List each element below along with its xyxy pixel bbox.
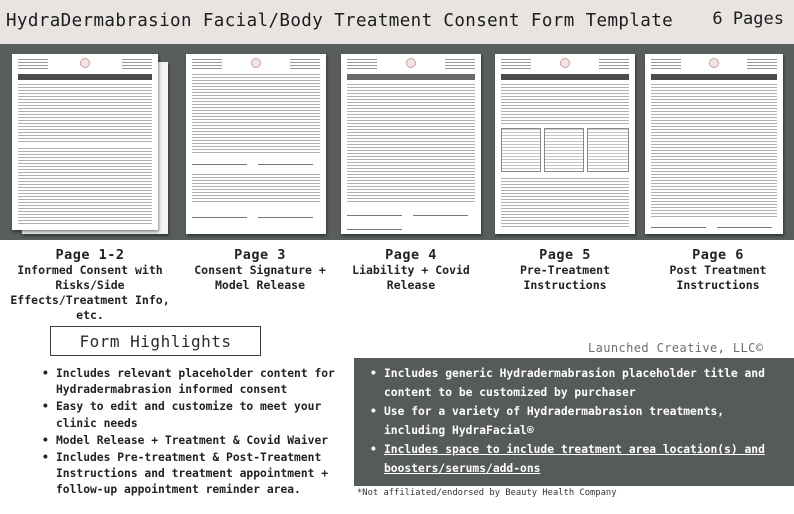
page-label-1-2: Page 1-2 Informed Consent with Risks/Side Effects/Treatment Info, etc. <box>10 247 170 322</box>
title-band <box>0 0 794 44</box>
page-label-4: Page 4 Liability + Covid Release <box>352 247 470 292</box>
logo-icon <box>251 58 261 68</box>
list-item: • Includes space to include treatment area location(s) and boosters/serums/add-ons <box>368 440 788 478</box>
pages-count: 6 Pages <box>712 9 784 29</box>
list-item: • Use for a variety of Hydradermabrasion treatments, including HydraFacial® <box>368 402 788 440</box>
preview-page-1 <box>12 54 158 230</box>
disclaimer: *Not affiliated/endorsed by Beauty Health Company <box>357 488 617 498</box>
logo-icon <box>560 58 570 68</box>
list-item: • Includes relevant placeholder content for Hydradermabrasion informed consent <box>40 366 350 398</box>
logo-icon <box>406 58 416 68</box>
preview-page-3 <box>186 54 326 234</box>
preview-page-5 <box>495 54 635 234</box>
list-item: • Includes Pre-treatment & Post-Treatment Instructions and treatment appointment + follow-up appointment reminder area. <box>40 450 350 499</box>
page-label-6: Page 6 Post Treatment Instructions <box>669 247 767 292</box>
highlights-right-list <box>368 364 788 478</box>
credit-text: Launched Creative, LLC© <box>588 341 764 355</box>
preview-page-4 <box>341 54 481 234</box>
page-title: HydraDermabrasion Facial/Body Treatment Consent Form Template <box>6 11 674 31</box>
list-item: • Includes generic Hydradermabrasion placeholder title and content to be customized by purchaser <box>368 364 788 402</box>
list-item: • Model Release + Treatment & Covid Waiver <box>40 433 350 449</box>
form-highlights-header: Form Highlights <box>50 326 261 356</box>
list-item: • Easy to edit and customize to meet your clinic needs <box>40 399 350 431</box>
highlights-left-list <box>40 366 350 500</box>
preview-band <box>0 44 794 240</box>
logo-icon <box>709 58 719 68</box>
logo-icon <box>80 58 90 68</box>
preview-page-6 <box>645 54 783 234</box>
page-label-5: Page 5 Pre-Treatment Instructions <box>519 247 610 292</box>
page-label-3: Page 3 Consent Signature + Model Release <box>194 247 326 292</box>
